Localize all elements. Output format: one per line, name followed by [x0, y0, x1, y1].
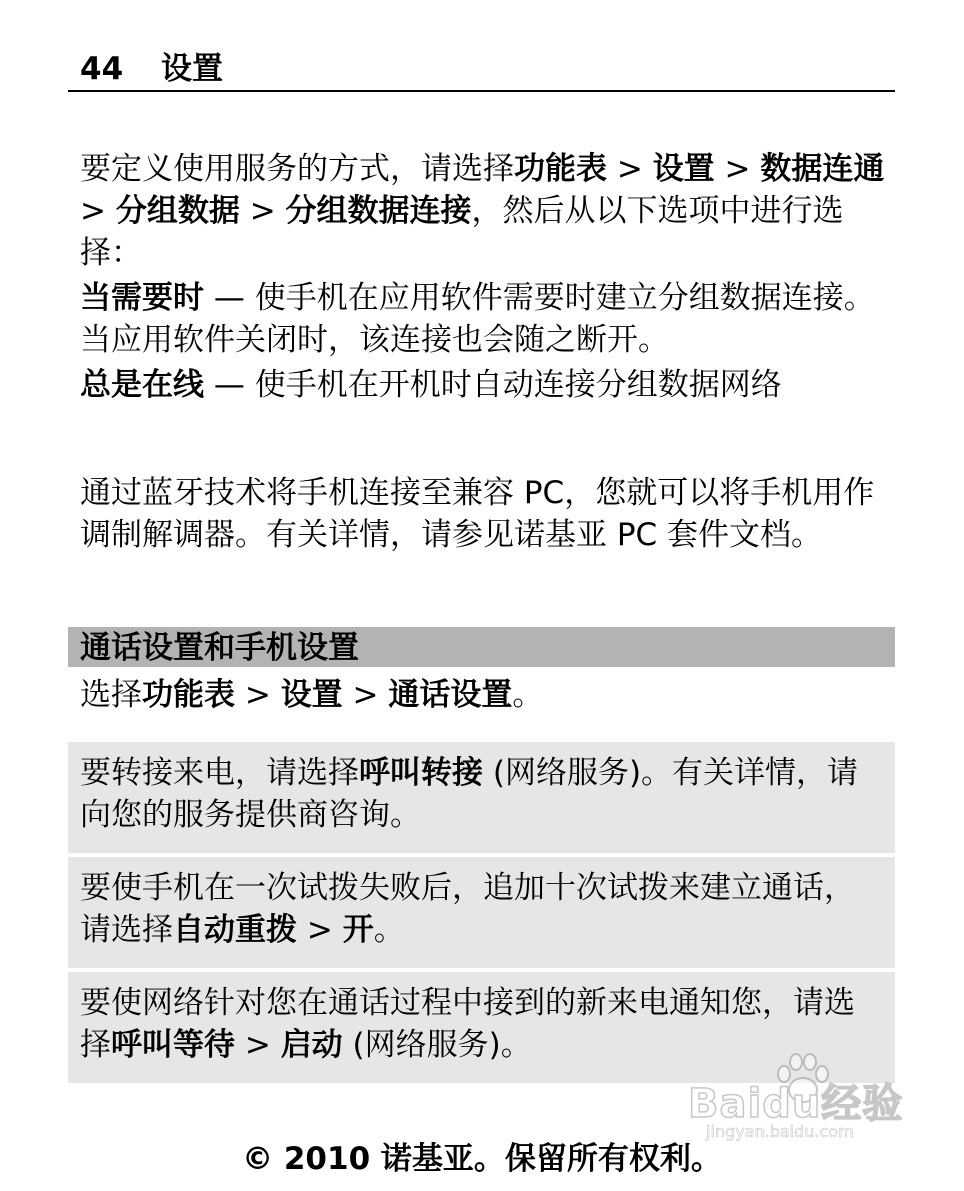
menu-separator: >	[235, 677, 281, 713]
menu-separator: >	[235, 1027, 281, 1063]
watermark-logo: Baidu经验	[688, 1081, 904, 1127]
menu-path-item: 功能表	[514, 151, 607, 187]
menu-path-item: 呼叫转接	[359, 755, 483, 791]
page-title: 设置	[161, 51, 223, 87]
tip-text: 要使网络针对您在通话过程中接到的新来电通知您，请选择	[80, 985, 855, 1063]
menu-separator: >	[607, 151, 653, 187]
menu-path-item: 设置	[280, 677, 343, 713]
page-header	[68, 48, 895, 92]
option-when-needed	[80, 277, 895, 361]
menu-path-item: 数据连通	[760, 151, 885, 187]
option-always-online	[80, 364, 895, 406]
copyright-footer: © 2010 诺基亚。保留所有权利。	[242, 1141, 722, 1177]
menu-path-item: 开	[342, 912, 374, 948]
menu-separator: >	[714, 151, 761, 187]
tip-text: 要使手机在一次试拨失败后，追加十次试拨来建立通话，请选择	[80, 870, 855, 948]
select-text: 选择	[80, 677, 142, 713]
tip-call-divert	[68, 742, 895, 853]
page-number: 44	[80, 51, 124, 87]
menu-separator: >	[297, 912, 343, 948]
tip-text: 要转接来电，请选择	[80, 755, 359, 791]
option-term: 总是在线	[80, 367, 204, 403]
menu-separator: >	[342, 677, 389, 713]
tip-auto-redial	[68, 857, 895, 968]
call-settings-path	[80, 674, 895, 716]
watermark-url: jingyan.baidu.com	[706, 1122, 854, 1141]
tip-text-end: (网络服务)。有关详情，请向您的服务提供商咨询。	[80, 755, 859, 833]
menu-path-item: 呼叫等待	[111, 1027, 235, 1063]
menu-path-item: 设置	[652, 151, 715, 187]
modem-paragraph: 通过蓝牙技术将手机连接至兼容 PC，您就可以将手机用作调制解调器。有关详情，请参见诺基亚 PC 套件文档。	[80, 475, 875, 553]
select-text-end: 。	[512, 677, 544, 713]
menu-path-item: 分组数据	[115, 193, 240, 229]
menu-path-item: 通话设置	[388, 677, 513, 713]
intro-text: 要定义使用服务的方式，请选择	[80, 151, 514, 187]
menu-path-item: 自动重拨	[173, 912, 297, 948]
tip-text-end: (网络服务)。	[342, 1027, 532, 1063]
section-heading: 通话设置和手机设置	[68, 627, 895, 667]
menu-path-item: 启动	[280, 1027, 343, 1063]
menu-path-item: 功能表	[142, 677, 235, 713]
menu-path-item: 分组数据连接	[285, 193, 472, 229]
menu-separator: >	[239, 193, 286, 229]
menu-separator: >	[80, 193, 116, 229]
tip-text-end: 。	[373, 912, 405, 948]
intro-text-end: ，然后从以下选项中进行选择：	[80, 193, 844, 271]
option-term: 当需要时	[80, 280, 204, 316]
option-description: — 使手机在开机时自动连接分组数据网络	[204, 367, 782, 403]
baidu-watermark	[688, 1050, 918, 1150]
option-description: — 使手机在应用软件需要时建立分组数据连接。当应用软件关闭时，该连接也会随之断开。	[80, 280, 875, 358]
packet-data-intro	[80, 148, 895, 274]
